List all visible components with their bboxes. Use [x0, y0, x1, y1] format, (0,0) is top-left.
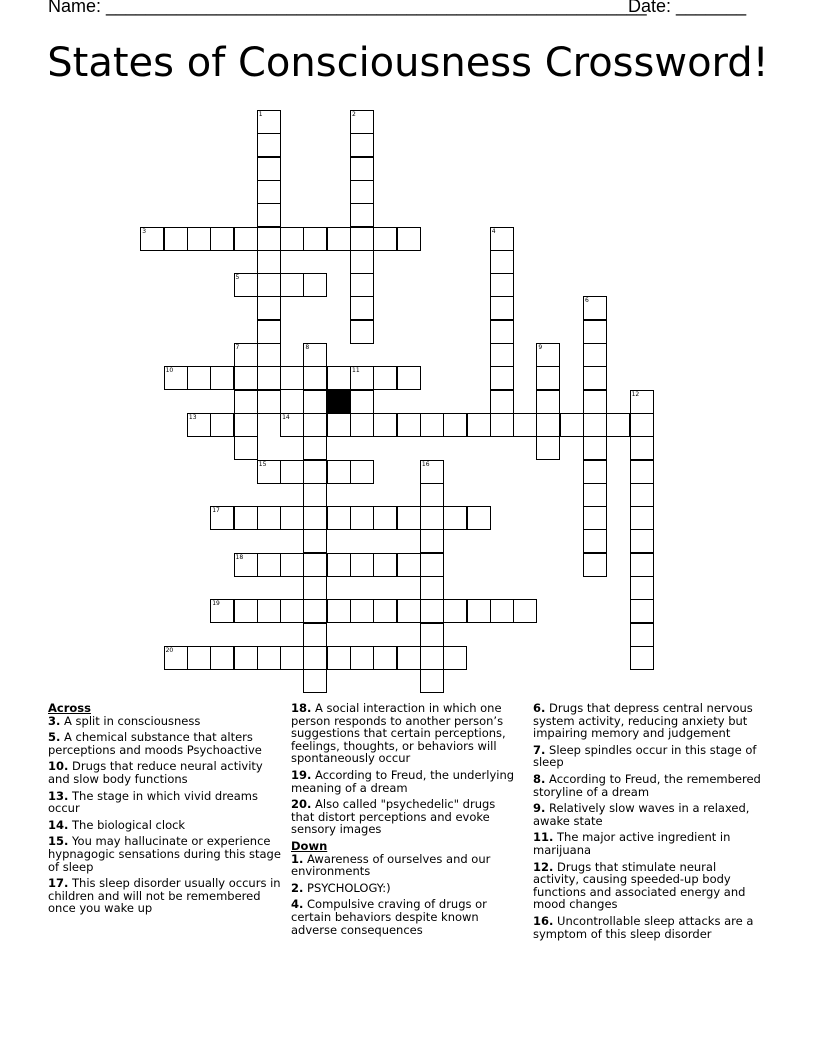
clue-number: 13	[188, 413, 197, 421]
grid-cell[interactable]	[536, 436, 560, 460]
grid-cell[interactable]	[257, 157, 281, 181]
grid-cell[interactable]	[303, 460, 327, 484]
black-cell	[327, 390, 351, 414]
grid-cell[interactable]	[630, 529, 654, 553]
grid-cell[interactable]	[303, 529, 327, 553]
grid-cell[interactable]	[280, 273, 304, 297]
grid-cell[interactable]	[234, 413, 258, 437]
clue-number: 18	[235, 553, 244, 561]
page-title: States of Consciousness Crossword!	[47, 40, 769, 86]
clue-text: A split in consciousness	[64, 713, 201, 728]
grid-cell[interactable]	[420, 483, 444, 507]
grid-cell[interactable]	[630, 506, 654, 530]
grid-cell[interactable]	[420, 646, 444, 670]
clue-number: 7	[235, 344, 240, 351]
grid-cell[interactable]	[443, 413, 467, 437]
clue-number: 9	[538, 344, 543, 351]
grid-cell[interactable]	[257, 296, 281, 320]
grid-cell[interactable]	[583, 343, 607, 367]
clue-number: 2	[352, 111, 356, 118]
grid-cell[interactable]	[350, 133, 374, 157]
grid-cell[interactable]	[257, 390, 281, 414]
clue-number: 8	[305, 344, 310, 351]
grid-cell[interactable]	[583, 390, 607, 414]
clue-text: Drugs that stimulate neural activity, causing speeded-up body functions and associated energy and mood changes	[533, 859, 746, 912]
grid-cell[interactable]	[234, 227, 258, 251]
grid-cell[interactable]	[583, 460, 607, 484]
grid-cell[interactable]	[536, 366, 560, 390]
grid-cell[interactable]	[327, 413, 351, 437]
grid-cell[interactable]	[210, 599, 234, 623]
clue-text: The biological clock	[72, 817, 186, 832]
grid-cell[interactable]	[630, 413, 654, 437]
grid-cell[interactable]	[420, 599, 444, 623]
grid-cell[interactable]	[350, 320, 374, 344]
grid-cell[interactable]	[397, 506, 421, 530]
grid-cell[interactable]	[303, 576, 327, 600]
grid-cell[interactable]	[630, 646, 654, 670]
grid-cell[interactable]	[187, 413, 211, 437]
clue-num: 6.	[533, 701, 546, 715]
clue-num: 3.	[48, 713, 61, 728]
grid-cell[interactable]	[583, 320, 607, 344]
clue-text: The stage in which vivid dreams occur	[48, 788, 258, 816]
grid-cell[interactable]	[234, 646, 258, 670]
clue-text: Sleep spindles occur in this stage of sleep	[533, 742, 757, 770]
clue-number: 11	[352, 367, 360, 375]
grid-cell[interactable]	[467, 506, 491, 530]
clue-text: A chemical substance that alters perceptions and moods Psychoactive	[48, 730, 262, 757]
grid-cell[interactable]	[234, 390, 258, 414]
grid-cell[interactable]	[583, 483, 607, 507]
clue-text: Relatively slow waves in a relaxed, awake state	[533, 801, 750, 828]
clue-item	[291, 882, 517, 895]
grid-cell[interactable]	[280, 227, 304, 251]
grid-cell[interactable]	[303, 366, 327, 390]
clue-item	[291, 853, 517, 878]
grid-cell[interactable]	[490, 227, 514, 251]
clues-column-3	[533, 702, 763, 944]
grid-cell[interactable]	[397, 413, 421, 437]
grid-cell[interactable]	[443, 646, 467, 670]
clue-text: Compulsive craving of drugs or certain behaviors despite known adverse consequences	[291, 897, 487, 937]
grid-cell[interactable]	[490, 390, 514, 414]
grid-cell[interactable]	[373, 553, 397, 577]
grid-cell[interactable]	[373, 413, 397, 437]
grid-cell[interactable]	[210, 413, 234, 437]
clue-num: 4.	[291, 897, 304, 912]
grid-cell[interactable]	[257, 646, 281, 670]
grid-cell[interactable]	[280, 413, 304, 437]
clue-num: 1.	[291, 851, 304, 866]
clue-item	[533, 861, 763, 911]
clue-item	[48, 790, 284, 815]
grid-cell[interactable]	[373, 646, 397, 670]
grid-cell[interactable]	[350, 366, 374, 390]
grid-cell[interactable]	[280, 366, 304, 390]
grid-cell[interactable]	[280, 599, 304, 623]
grid-cell[interactable]	[420, 623, 444, 647]
clue-item	[48, 731, 284, 756]
grid-cell[interactable]	[350, 413, 374, 437]
grid-cell[interactable]	[187, 646, 211, 670]
clue-item	[291, 798, 517, 836]
clue-number: 1	[258, 111, 263, 118]
grid-cell[interactable]	[350, 273, 374, 297]
grid-cell[interactable]	[536, 343, 560, 367]
grid-cell[interactable]	[257, 250, 281, 274]
across-heading: Across	[48, 701, 91, 715]
grid-cell[interactable]	[350, 110, 374, 134]
grid-cell[interactable]	[490, 599, 514, 623]
clue-text: Also called "psychedelic" drugs that distort perceptions and evoke sensory images	[291, 797, 496, 837]
clue-num: 16.	[533, 913, 554, 928]
grid-cell[interactable]	[327, 460, 351, 484]
clue-item	[291, 769, 517, 794]
grid-cell[interactable]	[257, 320, 281, 344]
grid-cell[interactable]	[630, 483, 654, 507]
grid-cell[interactable]	[210, 506, 234, 530]
clue-text: Awareness of ourselves and our environments	[291, 851, 491, 879]
clue-number: 5	[235, 274, 240, 282]
clue-text: You may hallucinate or experience hypnagogic sensations during this stage of sleep	[48, 834, 281, 874]
clue-num: 19.	[291, 767, 312, 782]
clue-number: 17	[212, 507, 220, 515]
grid-cell[interactable]	[490, 366, 514, 390]
grid-cell[interactable]	[420, 669, 444, 693]
grid-cell[interactable]	[420, 460, 444, 484]
clue-item	[48, 877, 284, 915]
grid-cell[interactable]	[327, 506, 351, 530]
clue-num: 17.	[48, 876, 69, 891]
grid-cell[interactable]	[443, 506, 467, 530]
grid-cell[interactable]	[583, 366, 607, 390]
grid-cell[interactable]	[140, 227, 164, 251]
grid-cell[interactable]	[257, 366, 281, 390]
grid-cell[interactable]	[234, 599, 258, 623]
grid-cell[interactable]	[164, 366, 188, 390]
grid-cell[interactable]	[303, 413, 327, 437]
clue-text: PSYCHOLOGY:)	[307, 880, 391, 895]
name-field-label[interactable]: Name: ______________________________________________________	[48, 0, 647, 16]
grid-cell[interactable]	[234, 553, 258, 577]
clue-item	[291, 702, 517, 765]
grid-cell[interactable]	[303, 390, 327, 414]
clue-item	[48, 760, 284, 785]
grid-cell[interactable]	[303, 599, 327, 623]
grid-cell[interactable]	[303, 483, 327, 507]
grid-cell[interactable]	[210, 366, 234, 390]
grid-cell[interactable]	[467, 413, 491, 437]
grid-cell[interactable]	[257, 273, 281, 297]
grid-cell[interactable]	[420, 506, 444, 530]
grid-cell[interactable]	[327, 366, 351, 390]
clue-text: Drugs that reduce neural activity and slow body functions	[48, 759, 263, 786]
grid-cell[interactable]	[280, 506, 304, 530]
grid-cell[interactable]	[350, 203, 374, 227]
grid-cell[interactable]	[210, 227, 234, 251]
grid-cell[interactable]	[513, 413, 537, 437]
clue-num: 2.	[291, 880, 304, 895]
clue-text: Drugs that depress central nervous system activity, reducing anxiety but impairing memory and judgement	[533, 701, 753, 741]
grid-cell[interactable]	[397, 599, 421, 623]
grid-cell[interactable]	[420, 576, 444, 600]
grid-cell[interactable]	[630, 460, 654, 484]
grid-cell[interactable]	[350, 157, 374, 181]
clue-num: 15.	[48, 834, 69, 849]
clue-item	[48, 715, 284, 728]
clue-number: 16	[421, 460, 430, 468]
grid-cell[interactable]	[350, 599, 374, 623]
grid-cell[interactable]	[303, 436, 327, 460]
clue-number: 14	[282, 413, 290, 421]
grid-cell[interactable]	[630, 390, 654, 414]
grid-cell[interactable]	[397, 553, 421, 577]
grid-cell[interactable]	[630, 553, 654, 577]
grid-cell[interactable]	[257, 203, 281, 227]
grid-cell[interactable]	[630, 436, 654, 460]
grid-cell[interactable]	[303, 343, 327, 367]
grid-cell[interactable]	[630, 576, 654, 600]
clue-item	[48, 819, 284, 832]
grid-cell[interactable]	[560, 413, 584, 437]
grid-cell[interactable]	[234, 506, 258, 530]
grid-cell[interactable]	[606, 413, 630, 437]
grid-cell[interactable]	[490, 320, 514, 344]
grid-cell[interactable]	[350, 390, 374, 414]
grid-cell[interactable]	[420, 529, 444, 553]
grid-cell[interactable]	[583, 529, 607, 553]
clue-number: 10	[165, 367, 174, 375]
clue-num: 10.	[48, 759, 69, 774]
clue-item	[533, 744, 763, 769]
grid-cell[interactable]	[327, 227, 351, 251]
grid-cell[interactable]	[630, 599, 654, 623]
grid-cell[interactable]	[583, 413, 607, 437]
down-heading: Down	[291, 838, 328, 853]
grid-cell[interactable]	[257, 343, 281, 367]
grid-cell[interactable]	[490, 296, 514, 320]
grid-cell[interactable]	[257, 506, 281, 530]
grid-cell[interactable]	[257, 110, 281, 134]
grid-cell[interactable]	[303, 646, 327, 670]
grid-cell[interactable]	[234, 366, 258, 390]
grid-cell[interactable]	[397, 646, 421, 670]
grid-cell[interactable]	[420, 413, 444, 437]
grid-cell[interactable]	[513, 599, 537, 623]
grid-cell[interactable]	[234, 273, 258, 297]
grid-cell[interactable]	[257, 553, 281, 577]
grid-cell[interactable]	[373, 506, 397, 530]
grid-cell[interactable]	[536, 390, 560, 414]
grid-cell[interactable]	[373, 599, 397, 623]
grid-cell[interactable]	[373, 366, 397, 390]
grid-cell[interactable]	[187, 227, 211, 251]
clue-num: 13.	[48, 788, 69, 803]
grid-cell[interactable]	[234, 343, 258, 367]
clue-text: A social interaction in which one person responds to another person’s suggestions that certain perceptions, feelings, thoughts, or behaviors will spontaneously occur	[291, 701, 506, 766]
clue-num: 11.	[533, 830, 554, 845]
clue-text: According to Freud, the underlying meaning of a dream	[291, 767, 515, 795]
clue-number: 19	[212, 600, 220, 608]
grid-cell[interactable]	[350, 180, 374, 204]
date-field-label[interactable]: Date: _______	[628, 0, 747, 16]
clue-item	[533, 915, 763, 940]
grid-cell[interactable]	[490, 250, 514, 274]
grid-cell[interactable]	[327, 553, 351, 577]
clue-num: 20.	[291, 797, 312, 812]
clue-number: 3	[142, 227, 147, 235]
grid-cell[interactable]	[583, 553, 607, 577]
grid-cell[interactable]	[303, 553, 327, 577]
clue-item	[48, 835, 284, 873]
grid-cell[interactable]	[583, 506, 607, 530]
grid-cell[interactable]	[327, 646, 351, 670]
grid-cell[interactable]	[350, 227, 374, 251]
grid-cell[interactable]	[303, 273, 327, 297]
clue-number: 12	[631, 390, 640, 398]
clue-number: 6	[585, 297, 589, 305]
grid-cell[interactable]	[443, 599, 467, 623]
grid-cell[interactable]	[280, 460, 304, 484]
grid-cell[interactable]	[257, 599, 281, 623]
clue-num: 18.	[291, 701, 312, 715]
grid-cell[interactable]	[350, 296, 374, 320]
grid-cell[interactable]	[257, 133, 281, 157]
grid-cell[interactable]	[257, 180, 281, 204]
clues-column-1	[48, 702, 284, 919]
clue-item	[291, 898, 517, 936]
clue-item	[533, 773, 763, 798]
clue-num: 7.	[533, 742, 546, 757]
grid-cell[interactable]	[350, 250, 374, 274]
clue-number: 20	[165, 646, 174, 654]
grid-cell[interactable]	[630, 623, 654, 647]
clue-number: 4	[491, 227, 496, 235]
grid-cell[interactable]	[257, 460, 281, 484]
grid-cell[interactable]	[373, 227, 397, 251]
grid-cell[interactable]	[397, 366, 421, 390]
clue-text: The major active ingredient in marijuana	[533, 830, 731, 857]
grid-cell[interactable]	[234, 436, 258, 460]
clue-item	[533, 831, 763, 856]
grid-cell[interactable]	[350, 553, 374, 577]
grid-cell[interactable]	[257, 227, 281, 251]
grid-cell[interactable]	[303, 227, 327, 251]
grid-cell[interactable]	[164, 227, 188, 251]
grid-cell[interactable]	[303, 506, 327, 530]
grid-cell[interactable]	[583, 296, 607, 320]
clue-item	[533, 702, 763, 740]
grid-cell[interactable]	[490, 273, 514, 297]
clue-text: Uncontrollable sleep attacks are a symptom of this sleep disorder	[533, 913, 754, 941]
grid-cell[interactable]	[467, 599, 491, 623]
grid-cell[interactable]	[164, 646, 188, 670]
grid-cell[interactable]	[327, 599, 351, 623]
grid-cell[interactable]	[536, 413, 560, 437]
grid-cell[interactable]	[280, 646, 304, 670]
clue-num: 8.	[533, 771, 546, 786]
clue-text: According to Freud, the remembered storyline of a dream	[533, 771, 761, 799]
grid-cell[interactable]	[350, 460, 374, 484]
grid-cell[interactable]	[583, 436, 607, 460]
clue-num: 12.	[533, 859, 554, 874]
grid-cell[interactable]	[210, 646, 234, 670]
clue-item	[533, 802, 763, 827]
grid-cell[interactable]	[350, 646, 374, 670]
grid-cell[interactable]	[303, 623, 327, 647]
grid-cell[interactable]	[490, 413, 514, 437]
grid-cell[interactable]	[420, 553, 444, 577]
grid-cell[interactable]	[303, 669, 327, 693]
clue-text: This sleep disorder usually occurs in children and will not be remembered once you wake up	[48, 876, 281, 916]
grid-cell[interactable]	[187, 366, 211, 390]
clue-num: 14.	[48, 817, 69, 832]
clue-number: 15	[258, 460, 267, 468]
clue-num: 9.	[533, 801, 546, 816]
grid-cell[interactable]	[490, 343, 514, 367]
grid-cell[interactable]	[280, 553, 304, 577]
clues-column-2	[291, 702, 517, 940]
grid-cell[interactable]	[350, 506, 374, 530]
clue-num: 5.	[48, 730, 61, 745]
grid-cell[interactable]	[397, 227, 421, 251]
